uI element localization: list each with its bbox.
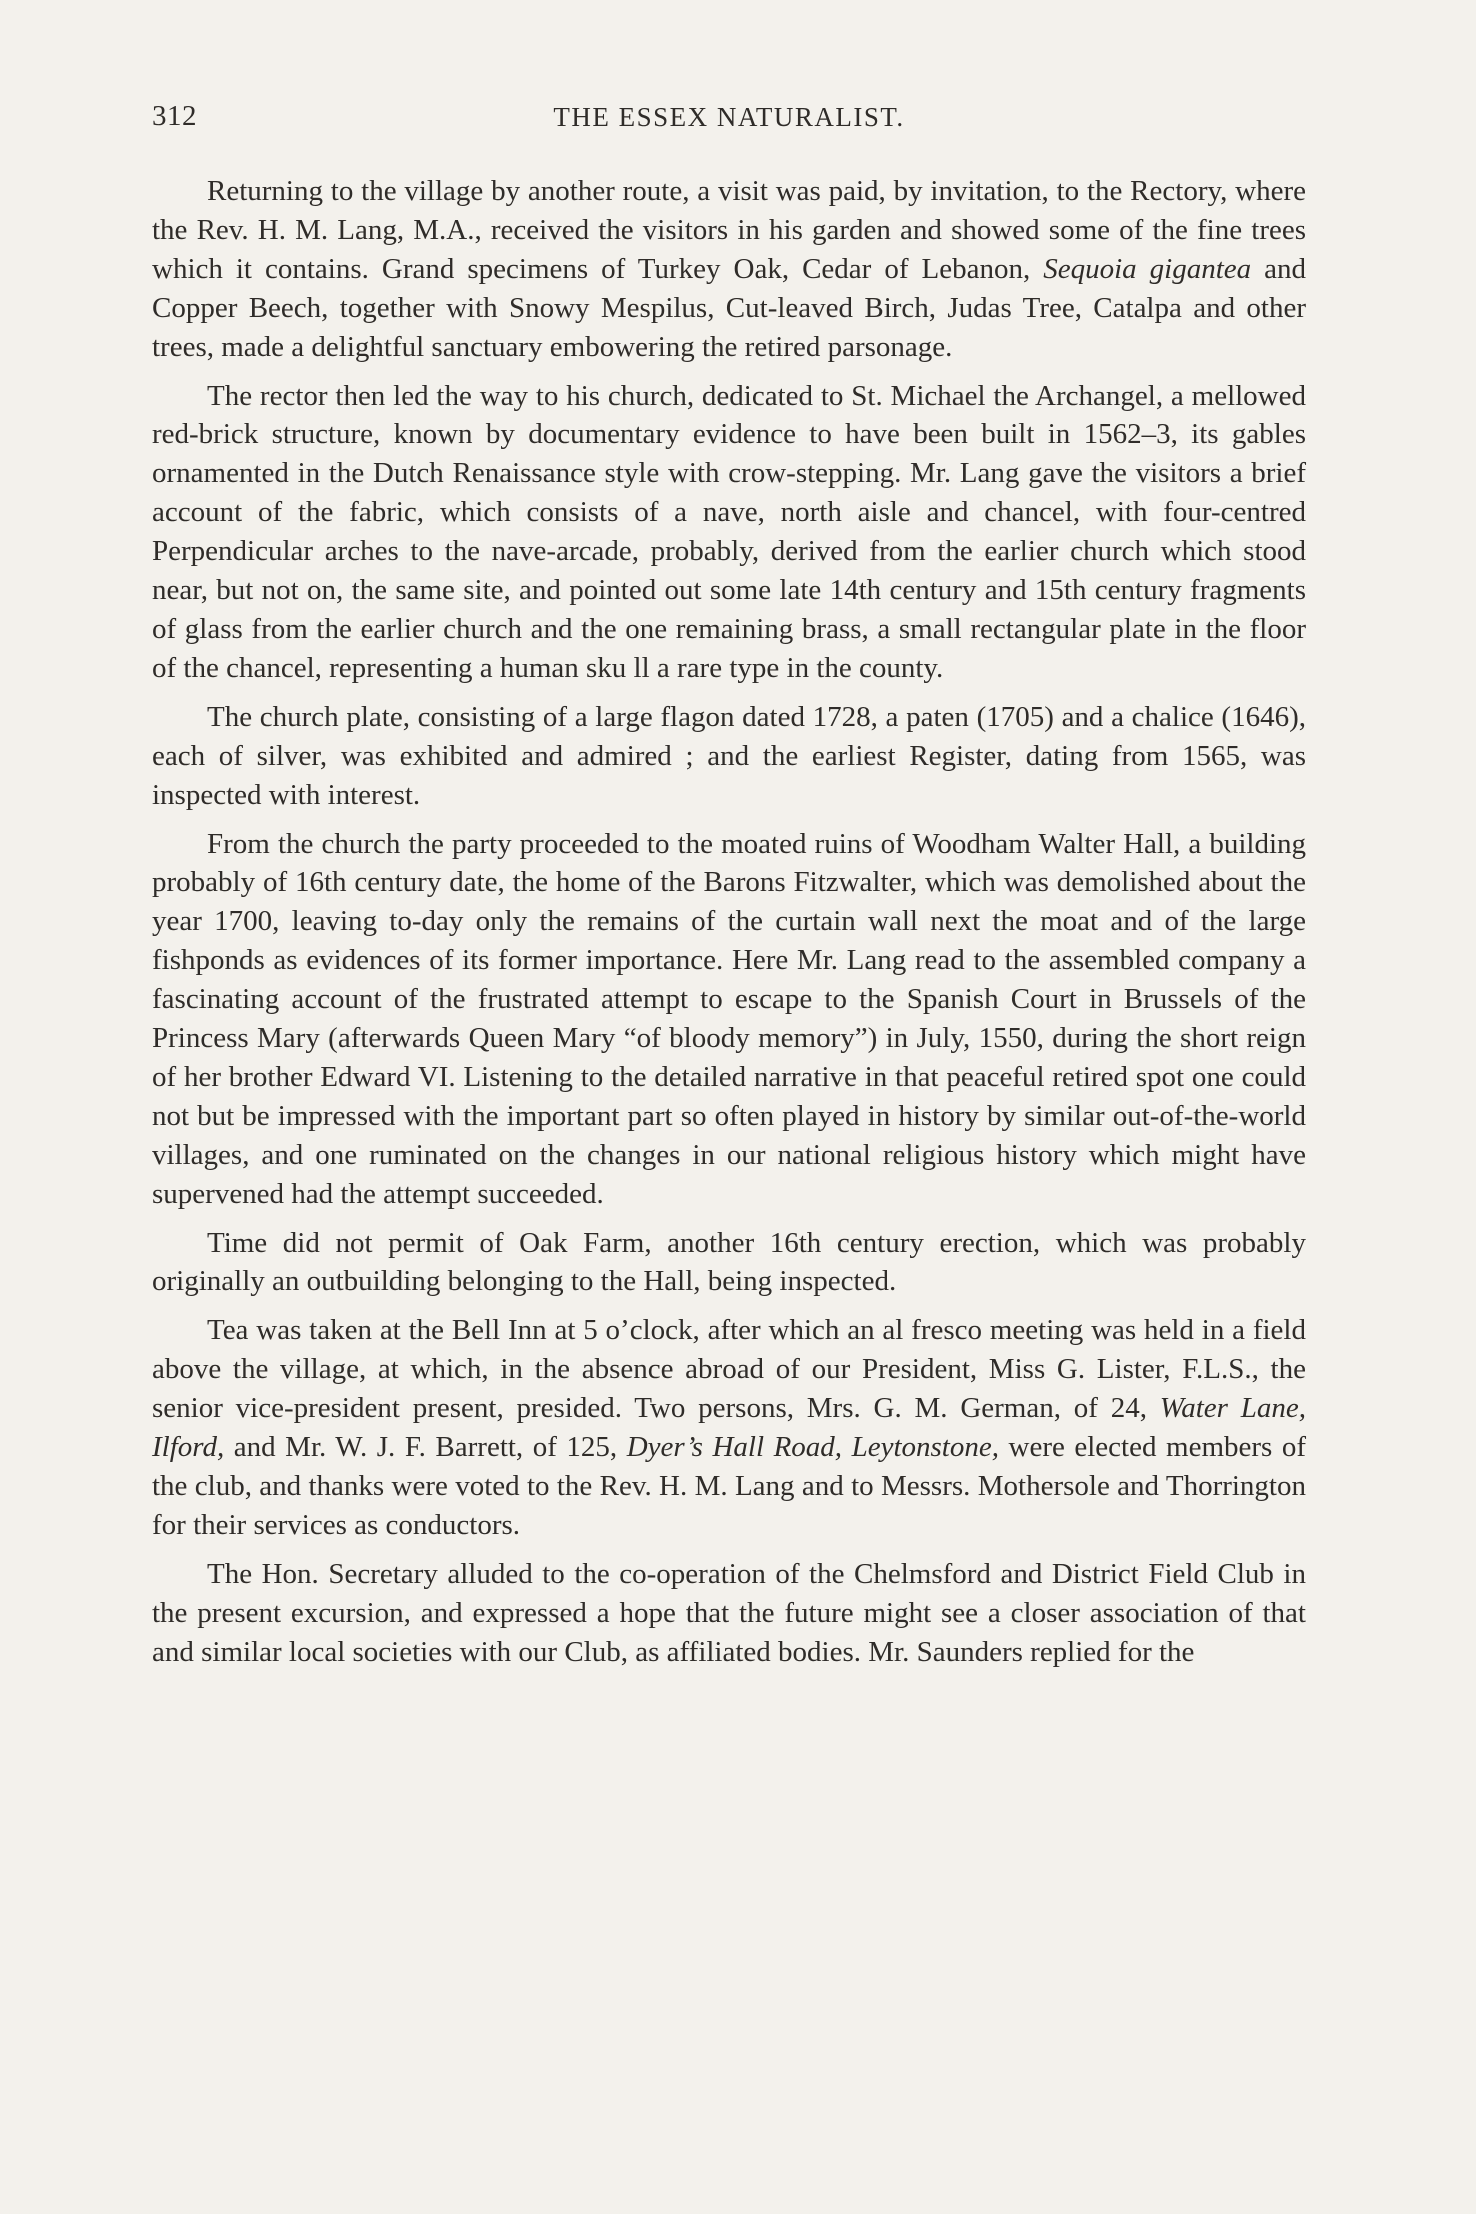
paragraph-oak-farm: Time did not permit of Oak Farm, another 16th century erection, which was probably originally an outbuilding belonging to the Hall, being inspected. <box>152 1226 1306 1298</box>
paragraph-church: The rector then led the way to his church, dedicated to St. Michael the Archangel, a mellowed red-brick structure, known by documentary evidence to have been built in 1562–3, its gables ornamented in the Dutch Renaissance style with crow-stepping. Mr. Lang gave the visitors a brief account of the fabric, which consists of a nave, north aisle and chancel, with four-centred Perpendicular arches to the nave-arcade, probably, derived from the earlier church which stood near, but not on, the same site, and pointed out some late 14th century and 15th century fragments of glass from the earlier church and the one remaining brass, a small rectangular plate in the floor of the chancel, representing a human sku ll a rare type in the county. <box>152 379 1306 684</box>
paragraph-church-plate: The church plate, consisting of a large flagon dated 1728, a paten (1705) and a chalice (1646), each of silver, was exhibited and admired ; and the earliest Register, dating from 1565, was inspected with interest. <box>152 700 1306 811</box>
text-span: and Copper Beech, together with Snowy Mespilus, Cut-leaved Birch, Judas Tree, Catalpa and other trees, made a delightful sanctuary embowering the retired parsonage. <box>152 252 1306 363</box>
italic-address: Dyer’s Hall Road, Leytonstone, <box>626 1431 999 1464</box>
italic-address: Water Lane, Ilford, <box>152 1392 1306 1464</box>
text-span: Tea was taken at the Bell Inn at 5 o’clock, after which an al fresco meeting was held in a field above the village, at which, in the absence abroad of our President, Miss G. Lister, F.L.S., the senior vice-president present, presided. Two persons, Mrs. G. M. German, of 24, <box>152 1314 1306 1425</box>
running-title: THE ESSEX NATURALIST. <box>553 102 905 132</box>
paragraph-hon-secretary: The Hon. Secretary alluded to the co-operation of the Chelmsford and District Field Club in the present excursion, and expressed a hope that the future might see a closer association of that and similar local societies with our Club, as affiliated bodies. Mr. Saunders replied for the <box>152 1557 1306 1668</box>
paragraph-tea-meeting <box>152 1311 1306 1544</box>
text-span: and Mr. W. J. F. Barrett, of 125, <box>224 1431 627 1464</box>
paragraph-woodham-walter-hall: From the church the party proceeded to the moated ruins of Woodham Walter Hall, a building probably of 16th century date, the home of the Barons Fitzwalter, which was demolished about the year 1700, leaving to-day only the remains of the curtain wall next the moat and of the large fishponds as evidences of its former importance. Here Mr. Lang read to the assembled company a fascinating account of the frustrated attempt to escape to the Spanish Court in Brussels of the Princess Mary (afterwards Queen Mary “of bloody memory”) in July, 1550, during the short reign of her brother Edward VI. Listening to the detailed narrative in that peaceful retired spot one could not but be impressed with the important part so often played in history by similar out-of-the-world villages, and one ruminated on the changes in our national religious history which might have supervened had the attempt succeeded. <box>152 827 1306 1210</box>
paragraph-rectory-garden <box>152 172 1306 367</box>
text-span: Returning to the village by another route, a visit was paid, by invitation, to the Rectory, where the Rev. H. M. Lang, M.A., received the visitors in his garden and showed some of the fine trees which it contains. Grand specimens of Turkey Oak, Cedar of Lebanon, <box>152 175 1306 285</box>
text-span: were elected members of the club, and thanks were voted to the Rev. H. M. Lang and to Messrs. Mothersole and Thorrington for their services as conductors. <box>152 1431 1306 1541</box>
page-header <box>152 100 1306 144</box>
body-text <box>152 172 1306 1672</box>
page-number: 312 <box>152 100 197 132</box>
italic-species-name: Sequoia gigantea <box>1043 252 1252 285</box>
